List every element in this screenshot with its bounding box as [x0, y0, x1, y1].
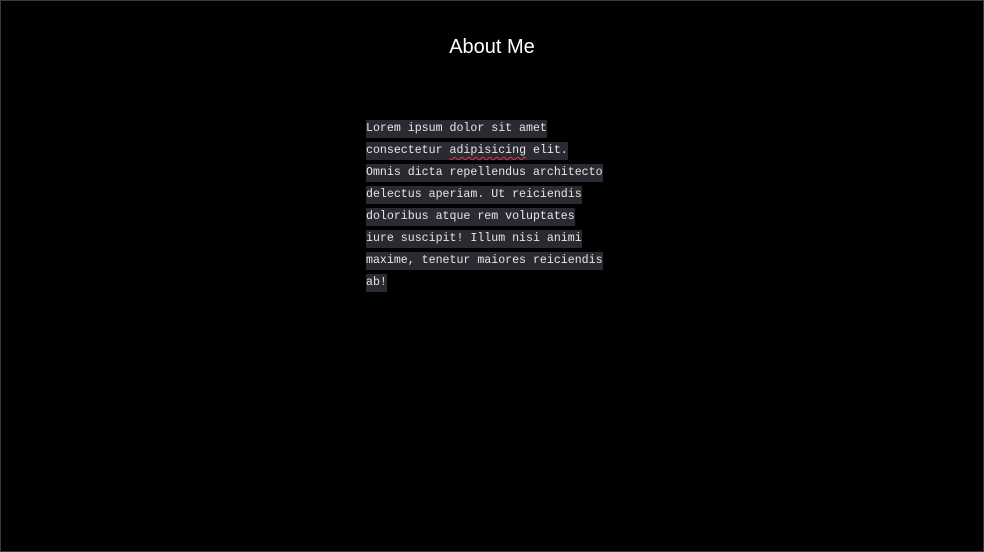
bio-line: iure suscipit! Illum nisi animi [366, 228, 626, 250]
bio-line: ab! [366, 272, 626, 294]
bio-line: Omnis dicta repellendus architecto [366, 162, 626, 184]
bio-line: maxime, tenetur maiores reiciendis [366, 250, 626, 272]
page-title: About Me [449, 36, 535, 58]
bio-line: doloribus atque rem voluptates [366, 206, 626, 228]
bio-paragraph[interactable] [366, 118, 626, 294]
misspelled-word[interactable]: adipisicing [449, 144, 527, 157]
bio-line: delectus aperiam. Ut reiciendis [366, 184, 626, 206]
bio-line: Lorem ipsum dolor sit amet [366, 118, 626, 140]
bio-line: consectetur adipisicing elit. [366, 140, 626, 162]
